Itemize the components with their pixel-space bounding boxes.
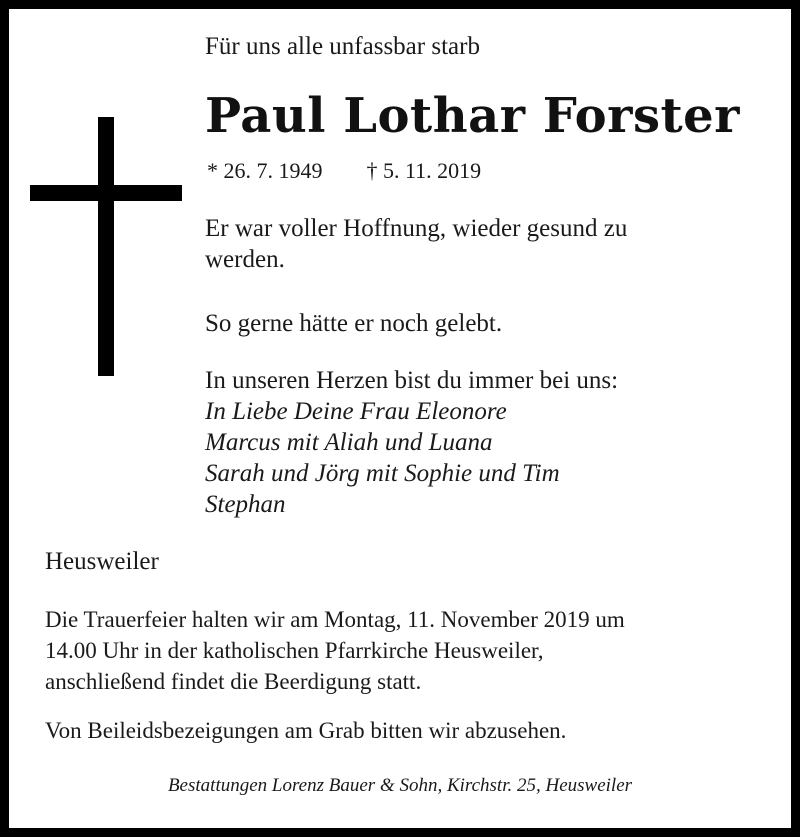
death-date: † 5. 11. 2019 <box>366 158 482 183</box>
hope-line-2: werden. <box>205 246 285 273</box>
hearts-line: In unseren Herzen bist du immer bei uns: <box>205 367 619 394</box>
service-line-2: 14.00 Uhr in der katholischen Pfarrkirche Heusweiler, <box>45 638 544 663</box>
cross-icon-vertical <box>98 117 114 376</box>
service-line-3: anschließend findet die Beerdigung statt. <box>45 669 422 694</box>
deceased-name: Paul Lothar Forster <box>205 88 740 144</box>
hope-paragraph <box>205 213 627 275</box>
service-line-1: Die Trauerfeier halten wir am Montag, 11. November 2019 um <box>45 607 625 632</box>
condolences-note: Von Beileidsbezeigungen am Grab bitten wir abzusehen. <box>45 718 567 743</box>
family-member-line: Sarah und Jörg mit Sophie und Tim <box>205 460 560 487</box>
undertaker-line: Bestattungen Lorenz Bauer & Sohn, Kirchstr. 25, Heusweiler <box>167 775 633 796</box>
family-member-line: Marcus mit Aliah und Luana <box>205 429 493 456</box>
lived-paragraph: So gerne hätte er noch gelebt. <box>205 310 503 337</box>
birth-date: * 26. 7. 1949 <box>207 158 323 183</box>
family-block <box>205 365 618 520</box>
service-paragraph <box>45 604 625 697</box>
hope-line-1: Er war voller Hoffnung, wieder gesund zu <box>205 215 628 242</box>
intro-text: Für uns alle unfassbar starb <box>205 33 480 60</box>
family-member-line: In Liebe Deine Frau Eleonore <box>205 398 507 425</box>
place: Heusweiler <box>45 548 159 575</box>
cross-icon-horizontal <box>30 185 182 201</box>
life-dates <box>207 158 481 184</box>
family-member-line: Stephan <box>205 491 286 518</box>
